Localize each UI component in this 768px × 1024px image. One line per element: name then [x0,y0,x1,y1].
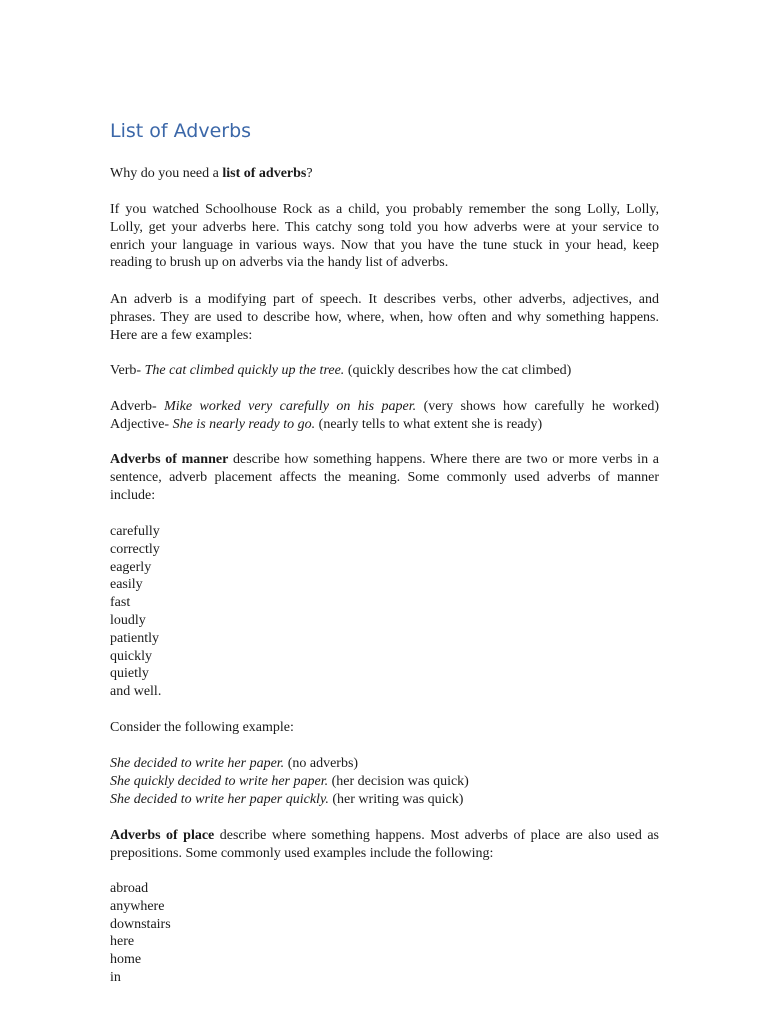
example-adverb-label: Adverb- [110,399,165,414]
consider-line: Consider the following example: [110,720,294,735]
list-item: easily [110,577,143,593]
intro-suffix: ? [306,166,313,181]
example-sentence-text: She decided to write her paper quickly. [110,792,329,807]
manner-adverb-list [110,523,161,701]
list-item: anywhere [110,898,165,914]
list-item: abroad [110,881,149,896]
list-item: eagerly [110,559,152,575]
paragraph-place [110,827,659,863]
example-adjective-note: (nearly tells to what extent she is ready) [315,416,543,432]
example-adverb-note: (very shows how carefully he worked) [416,399,660,414]
example-verb-note: (quickly describes how the cat climbed) [344,363,572,378]
document-title: List of Adverbs [110,120,252,142]
example-sentence [110,773,469,791]
example-verb [110,362,571,380]
example-adjective-sentence: She is nearly ready to go. [172,416,316,432]
list-item: here [110,934,135,950]
example-verb-label: Verb- [110,363,145,378]
list-item: downstairs [110,916,171,932]
list-item: carefully [110,524,160,539]
example-sentence [110,791,463,809]
example-sentence-note: (her decision was quick) [328,774,469,789]
example-sentence-note: (her writing was quick) [328,792,464,807]
list-item: loudly [110,612,146,628]
place-text: describe where something happens. Most adverbs of place are also used as prepositions. Some commonly used examples include the following: [110,828,659,861]
list-item: quietly [110,666,149,682]
intro-prefix: Why do you need a [110,166,223,181]
manner-text: describe how something happens. Where there are two or more verbs in a sentence, adverb placement affects the meaning. Some commonly used adverbs of manner include: [110,452,659,503]
example-verb-sentence: The cat climbed quickly up the tree. [144,363,345,378]
example-adverb-sentence: Mike worked very carefully on his paper. [164,399,417,414]
example-sentence [110,755,358,773]
paragraph-definition: An adverb is a modifying part of speech. It describes verbs, other adverbs, adjectives, and phrases. They are used to describe how, where, when, how often and why something happens. Here are a few examples: [110,292,659,343]
list-item: fast [110,595,131,611]
example-sentence-text: She decided to write her paper. [110,756,285,771]
list-item: and well. [110,684,162,700]
list-item: correctly [110,541,160,557]
paragraph-manner [110,451,659,504]
list-item: quickly [110,648,152,664]
paragraph-schoolhouse: If you watched Schoolhouse Rock as a child, you probably remember the song Lolly, Lolly, Lolly, get your adverbs here. This catchy song told you how adverbs were at your service to enrich your language in various ways. Now that you have the tune stuck in your head, keep reading to brush up on adverbs via the handy list of adverbs. [110,202,659,271]
example-sentence-text: She quickly decided to write her paper. [110,774,329,789]
list-item: patiently [110,630,159,646]
manner-heading: Adverbs of manner [110,452,229,467]
place-heading: Adverbs of place [110,828,215,843]
example-adjective-label: Adjective- [110,416,173,432]
example-adverb-adjective [110,398,659,434]
place-adverb-list [110,880,171,987]
list-item: home [110,952,142,968]
intro-question [110,165,313,183]
list-item: in [110,969,121,985]
example-sentence-note: (no adverbs) [284,756,359,771]
intro-bold: list of adverbs [222,166,307,181]
